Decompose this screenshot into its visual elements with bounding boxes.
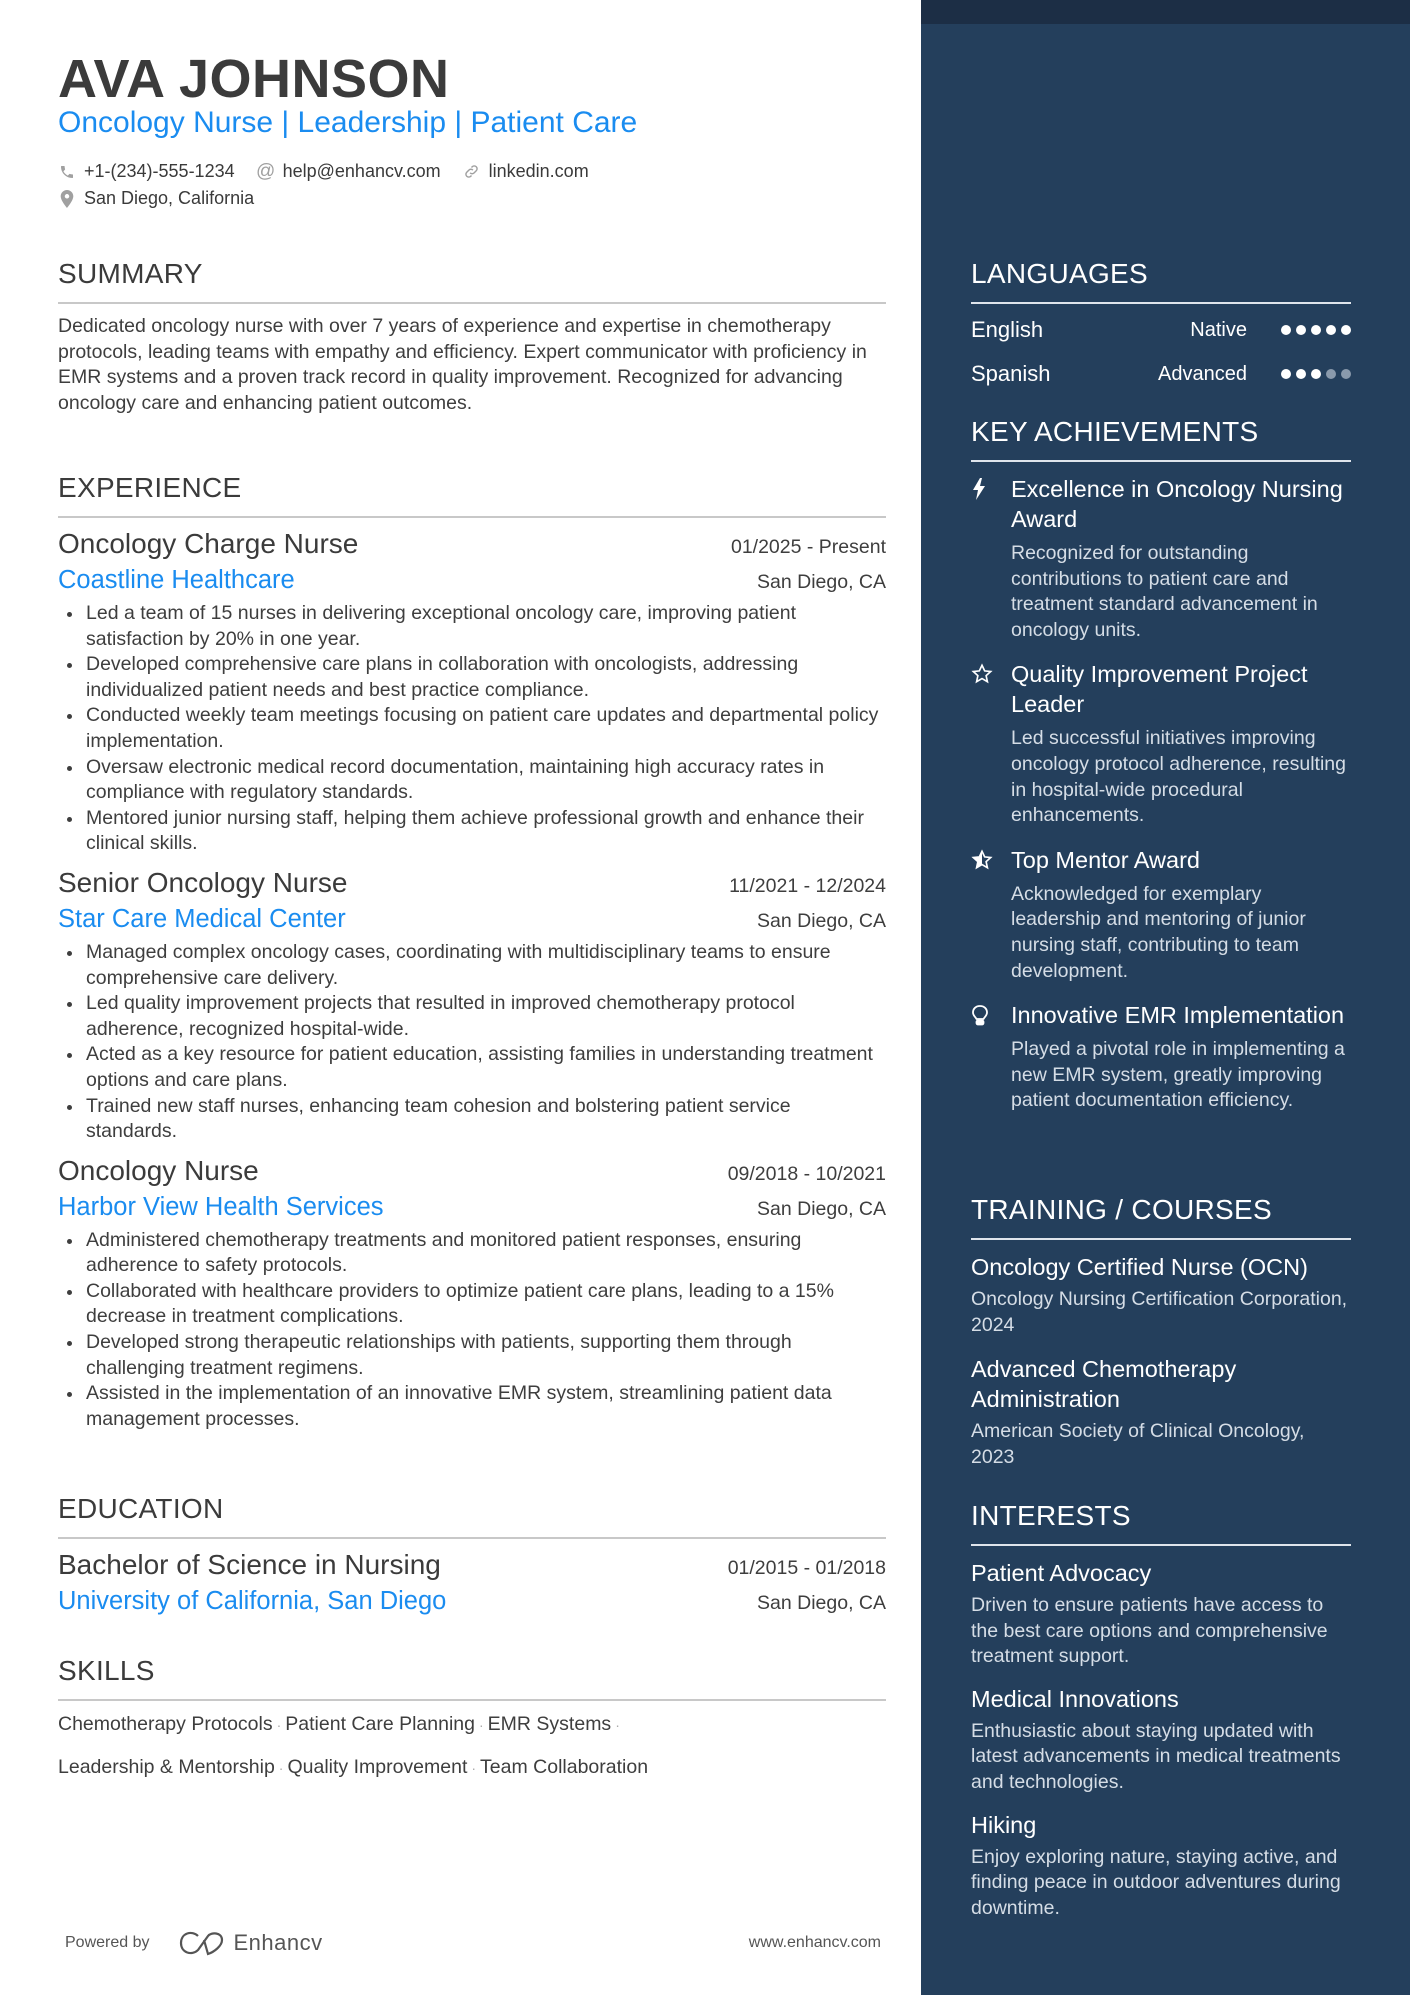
bullet-item: Developed strong therapeutic relationships with patients, supporting them through challenging treatment regimens. <box>58 1330 886 1381</box>
phone-text: +1-(234)-555-1234 <box>84 161 235 181</box>
proficiency-dots <box>1281 325 1351 335</box>
bullet-item: Led quality improvement projects that resulted in improved chemotherapy protocol adherence, recognized hospital-wide. <box>58 991 886 1042</box>
achievement-title: Innovative EMR Implementation <box>1011 1002 1345 1029</box>
achievement-item <box>971 659 1351 828</box>
enhancv-logo[interactable] <box>178 1930 323 1956</box>
achievement-title: Quality Improvement Project Leader <box>1011 661 1308 718</box>
interest-item <box>971 1558 1351 1670</box>
training-provider: American Society of Clinical Oncology, 2023 <box>971 1420 1305 1468</box>
job-title: Oncology Charge Nurse <box>58 528 359 559</box>
email-text[interactable]: help@enhancv.com <box>282 161 441 181</box>
training-section <box>971 1194 1351 1470</box>
skill-tag: Patient Care Planning <box>285 1713 475 1735</box>
email-contact[interactable] <box>257 161 441 182</box>
interest-item <box>971 1810 1351 1922</box>
job-location: San Diego, CA <box>757 1197 886 1220</box>
bullet-item: Administered chemotherapy treatments and monitored patient responses, ensuring adherence to safety protocols. <box>58 1228 886 1279</box>
section-title: LANGUAGES <box>971 258 1351 304</box>
headline: Oncology Nurse | Leadership | Patient Care <box>58 106 638 139</box>
summary-text: Dedicated oncology nurse with over 7 years of experience and expertise in chemotherapy protocols, leading teams with empathy and efficiency. Expert communicator with proficiency in EMR systems and a proven track record in quality improvement. Recognized for advancing oncology care and enhancing patient outcomes. <box>58 315 867 414</box>
bullet-item: Mentored junior nursing staff, helping them achieve professional growth and enhance their clinical skills. <box>58 806 886 857</box>
skill-tag: Leadership & Mentorship <box>58 1756 275 1778</box>
training-item <box>971 1252 1351 1338</box>
section-title: INTERESTS <box>971 1500 1351 1546</box>
bullet-item: Managed complex oncology cases, coordinating with multidisciplinary teams to ensure comprehensive care delivery. <box>58 940 886 991</box>
job-title: Senior Oncology Nurse <box>58 866 348 898</box>
interest-item <box>971 1684 1351 1796</box>
at-icon: @ <box>255 160 276 182</box>
training-title: Advanced Chemotherapy Administration <box>971 1356 1237 1413</box>
phone-icon <box>58 163 76 181</box>
proficiency-dots <box>1281 369 1351 379</box>
link-icon <box>463 163 481 181</box>
school-name: University of California, San Diego <box>58 1587 447 1615</box>
sidebar-top-strip <box>921 0 1410 24</box>
experience-section <box>58 472 886 1432</box>
summary-section <box>58 258 886 416</box>
job-location: San Diego, CA <box>757 571 886 593</box>
skill-tag: Team Collaboration <box>480 1756 649 1778</box>
section-title: KEY ACHIEVEMENTS <box>971 416 1351 462</box>
interest-title: Patient Advocacy <box>971 1560 1152 1586</box>
education-section <box>58 1493 886 1616</box>
job-dates: 11/2021 - 12/2024 <box>729 874 886 897</box>
interest-title: Medical Innovations <box>971 1685 1179 1712</box>
job-company: Harbor View Health Services <box>58 1192 384 1221</box>
skill-tag: EMR Systems <box>487 1713 612 1735</box>
degree: Bachelor of Science in Nursing <box>58 1549 441 1580</box>
bullet-item: Collaborated with healthcare providers to optimize patient care plans, leading to a 15% decrease in treatment complications. <box>58 1279 886 1330</box>
job-entry <box>58 528 886 857</box>
skills-section: SKILLS Chemotherapy Protocols · Patient Care Planning · EMR Systems · Leadership & Mentorship · Quality Improvement · Team Collaboration <box>58 1655 886 1789</box>
education-location: San Diego, CA <box>757 1592 886 1614</box>
section-title: SUMMARY <box>58 258 886 304</box>
achievement-desc: Acknowledged for exemplary leadership and mentoring of junior nursing staff, contributing to team development. <box>1011 882 1306 982</box>
bullet-item: Led a team of 15 nurses in delivering exceptional oncology care, improving patient satisfaction by 20% in one year. <box>58 601 886 652</box>
language-level: Native <box>1190 318 1247 341</box>
achievement-desc: Led successful initiatives improving oncology protocol adherence, resulting in hospital-wide procedural enhancements. <box>1011 727 1346 827</box>
powered-by-label: Powered by <box>65 1934 150 1951</box>
interests-section <box>971 1500 1351 1921</box>
skill-tag: Chemotherapy Protocols <box>58 1713 273 1735</box>
location-text: San Diego, California <box>84 188 255 208</box>
achievement-title: Excellence in Oncology Nursing Award <box>1011 476 1343 532</box>
job-entry <box>58 1155 886 1433</box>
phone-contact <box>58 161 235 182</box>
star-half-icon <box>971 845 1011 984</box>
language-name: Spanish <box>971 361 1051 386</box>
footer-url[interactable]: www.enhancv.com <box>748 1934 881 1951</box>
training-title: Oncology Certified Nurse (OCN) <box>971 1254 1308 1280</box>
job-title: Oncology Nurse <box>58 1154 259 1186</box>
link-contact[interactable] <box>463 161 589 182</box>
link-text[interactable]: linkedin.com <box>488 161 589 181</box>
section-title: EXPERIENCE <box>58 472 886 518</box>
lightbulb-icon <box>971 1000 1011 1114</box>
bullet-item: Trained new staff nurses, enhancing team cohesion and bolstering patient service standards. <box>58 1094 886 1145</box>
language-level: Advanced <box>1158 362 1247 385</box>
job-company: Coastline Healthcare <box>58 566 295 594</box>
contact-info <box>58 158 611 212</box>
footer <box>65 1930 881 1956</box>
star-outline-icon <box>971 659 1011 828</box>
job-dates: 01/2025 - Present <box>730 536 886 558</box>
language-item <box>971 308 1351 352</box>
languages-section <box>971 258 1351 396</box>
sidebar <box>921 0 1410 1995</box>
education-dates: 01/2015 - 01/2018 <box>727 1557 886 1579</box>
bullet-item: Conducted weekly team meetings focusing on patient care updates and departmental policy implementation. <box>58 703 886 754</box>
achievement-item <box>971 1000 1351 1114</box>
interest-desc: Driven to ensure patients have access to the best care options and comprehensive treatment support. <box>971 1594 1328 1668</box>
achievement-item <box>971 845 1351 984</box>
language-item <box>971 352 1351 396</box>
job-dates: 09/2018 - 10/2021 <box>727 1162 886 1185</box>
interest-desc: Enthusiastic about staying updated with latest advancements in medical treatments and technologies. <box>971 1719 1341 1793</box>
job-company: Star Care Medical Center <box>58 904 346 933</box>
achievement-title: Top Mentor Award <box>1011 846 1200 873</box>
section-title: TRAINING / COURSES <box>971 1194 1351 1240</box>
section-title: EDUCATION <box>58 1493 886 1539</box>
section-title: SKILLS <box>58 1655 886 1701</box>
achievement-item <box>971 474 1351 643</box>
achievement-desc: Played a pivotal role in implementing a new EMR system, greatly improving patient documentation efficiency. <box>1011 1038 1345 1112</box>
location-contact <box>58 188 254 209</box>
achievement-desc: Recognized for outstanding contributions to patient care and treatment standard advancement in oncology units. <box>1011 542 1318 641</box>
bullet-item: Oversaw electronic medical record documentation, maintaining high accuracy rates in compliance with regulatory standards. <box>58 755 886 806</box>
interest-title: Hiking <box>971 1811 1037 1838</box>
candidate-name: AVA JOHNSON <box>58 49 450 109</box>
job-entry <box>58 867 886 1145</box>
training-provider: Oncology Nursing Certification Corporation, 2024 <box>971 1288 1348 1336</box>
job-location: San Diego, CA <box>757 909 886 932</box>
enhancv-logo-icon <box>178 1930 226 1956</box>
bullet-item: Acted as a key resource for patient education, assisting families in understanding treatment options and care plans. <box>58 1042 886 1093</box>
lightning-icon <box>971 474 1011 643</box>
achievements-section <box>971 416 1351 1114</box>
bullet-item: Assisted in the implementation of an innovative EMR system, streamlining patient data management processes. <box>58 1381 886 1432</box>
brand-name: Enhancv <box>233 1930 323 1955</box>
interest-desc: Enjoy exploring nature, staying active, and finding peace in outdoor adventures during downtime. <box>971 1845 1341 1919</box>
skill-tag: Quality Improvement <box>287 1756 468 1778</box>
bullet-item: Developed comprehensive care plans in collaboration with oncologists, addressing individualized patient needs and best practice compliance. <box>58 652 886 703</box>
language-name: English <box>971 317 1044 342</box>
map-pin-icon <box>58 190 76 208</box>
training-item <box>971 1354 1351 1470</box>
